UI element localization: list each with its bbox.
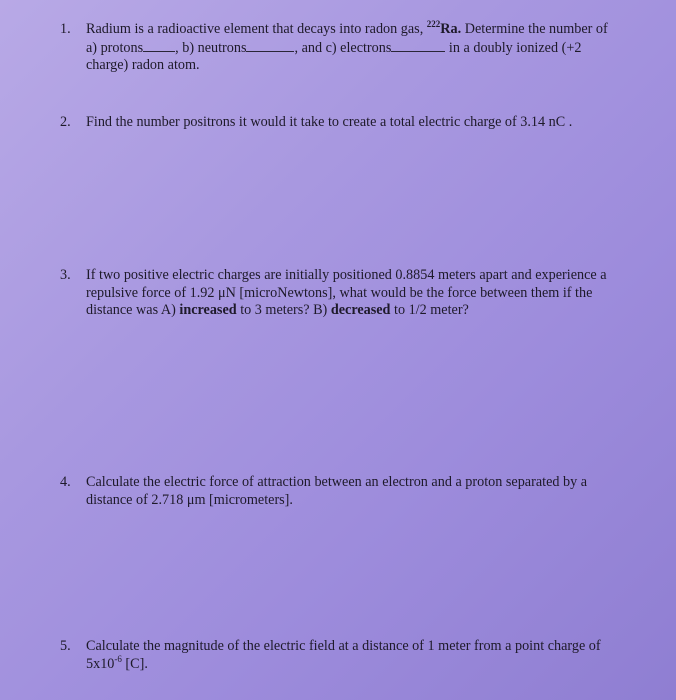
question-5: [60, 638, 630, 673]
charge-exponent: -6: [114, 653, 122, 664]
question-3-emphasis-increased: increased: [179, 302, 237, 318]
isotope-symbol: Ra.: [440, 21, 462, 37]
electrons-answer-blank[interactable]: [391, 39, 445, 52]
neutrons-label: , b) neutrons: [175, 39, 247, 56]
neutrons-answer-blank[interactable]: [246, 39, 294, 52]
question-number: 4.: [60, 474, 71, 490]
question-text: [86, 267, 626, 320]
question-3: [60, 267, 626, 320]
question-3-text-a: If two positive electric charges are initially positioned 0.8854 meters apart and experience a repulsive force of 1.92 μN [microNewtons], what would be the force between them if the distance was A): [86, 267, 607, 318]
question-1-line-3: charge) radon atom.: [86, 57, 200, 73]
question-4: [60, 474, 612, 509]
electrons-label: , and c) electrons: [294, 39, 392, 56]
question-1: [60, 21, 630, 75]
question-number: 3.: [60, 267, 71, 283]
question-3-text-b: to 3 meters? B): [240, 302, 328, 318]
protons-label: a) protons: [86, 39, 144, 56]
question-3-text-c: to 1/2 meter?: [394, 302, 469, 318]
question-text: [86, 638, 630, 673]
question-text: Find the number positrons it would it take to create a total electric charge of 3.14 nC .: [86, 114, 573, 130]
question-1-intro: Radium is a radioactive element that decays into radon gas,: [86, 21, 424, 37]
question-number: 5.: [60, 638, 71, 654]
question-number: 2.: [60, 114, 71, 130]
question-number: 1.: [60, 21, 71, 37]
question-text: [86, 21, 630, 75]
question-3-emphasis-decreased: decreased: [330, 302, 391, 318]
question-text: Calculate the electric force of attraction between an electron and a proton separated by a distance of 2.718 μm [micrometers].: [86, 474, 588, 508]
protons-answer-blank[interactable]: [143, 39, 175, 52]
charge-unit: [C].: [125, 655, 148, 672]
question-1-line-1: [86, 21, 630, 39]
isotope-mass-number: 222: [426, 19, 441, 29]
question-2: [60, 114, 630, 132]
question-1-line-2: [86, 39, 630, 58]
question-5-line-1: Calculate the magnitude of the electric field at a distance of 1 meter from a point charge of: [86, 638, 601, 654]
question-1-prompt: Determine the number of: [464, 21, 608, 37]
ionization-text: in a doubly ionized (+2: [448, 39, 582, 56]
question-5-line-2: [86, 653, 630, 674]
charge-mantissa: 5x10: [86, 655, 115, 672]
